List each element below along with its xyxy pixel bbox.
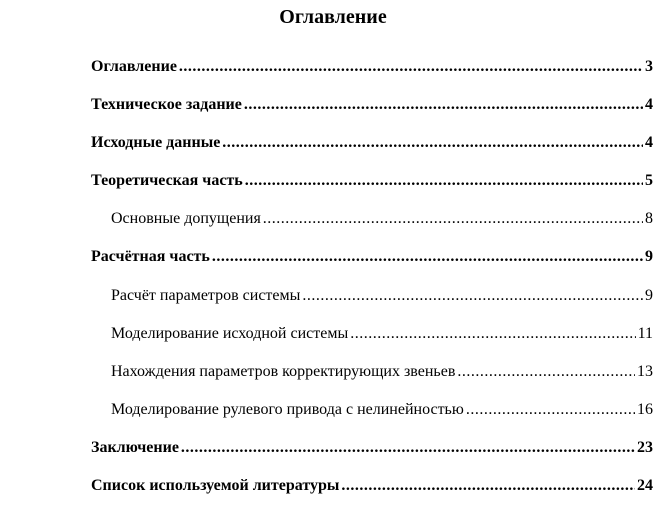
- toc-entry-title: Основные допущения: [111, 210, 261, 227]
- toc-entry[interactable]: [91, 400, 653, 420]
- toc-entry-title: Исходные данные: [91, 134, 221, 151]
- toc-entry-page-number: 3: [645, 58, 653, 75]
- dot-leader: [179, 57, 643, 77]
- toc-entry[interactable]: [91, 324, 653, 344]
- dot-leader: [302, 286, 643, 306]
- dot-leader: [350, 324, 635, 344]
- dot-leader: [466, 400, 635, 420]
- toc-entry-page-number: 9: [645, 248, 653, 265]
- toc-entry[interactable]: [91, 209, 653, 229]
- toc-entry-title: Расчёт параметров системы: [111, 287, 301, 304]
- dot-leader: [341, 476, 635, 496]
- toc-entry[interactable]: [91, 57, 653, 77]
- toc-entry-page-number: 9: [645, 287, 653, 304]
- document-heading: Оглавление: [279, 6, 387, 28]
- toc-entry-title: Заключение: [91, 439, 179, 456]
- toc-entry[interactable]: [91, 476, 653, 496]
- toc-entry-title: Моделирование исходной системы: [111, 325, 349, 342]
- toc-entry-page-number: 5: [645, 172, 653, 189]
- toc-entry-title: Список используемой литературы: [91, 477, 340, 494]
- dot-leader: [263, 209, 643, 229]
- toc-entry[interactable]: [91, 95, 653, 115]
- toc-entry-page-number: 23: [637, 439, 653, 456]
- dot-leader: [457, 362, 635, 382]
- toc-entry[interactable]: [91, 133, 653, 153]
- dot-leader: [222, 133, 643, 153]
- toc-entry-title: Оглавление: [91, 58, 177, 75]
- dot-leader: [212, 247, 643, 267]
- toc-entry-page-number: 24: [637, 477, 653, 494]
- toc-entry-title: Расчётная часть: [91, 248, 210, 265]
- toc-entry-title: Техническое задание: [91, 96, 242, 113]
- toc-entry-page-number: 13: [637, 363, 653, 380]
- toc-entry-title: Нахождения параметров корректирующих звеньев: [111, 363, 456, 380]
- toc-entry[interactable]: [91, 362, 653, 382]
- toc-entry[interactable]: [91, 247, 653, 267]
- toc-entry-page-number: 4: [645, 96, 653, 113]
- toc-entry-page-number: 16: [637, 401, 653, 418]
- dot-leader: [181, 438, 635, 458]
- dot-leader: [245, 171, 643, 191]
- toc-entry-title: Теоретическая часть: [91, 172, 243, 189]
- toc-entry-page-number: 4: [645, 134, 653, 151]
- toc-entry-title: Моделирование рулевого привода с нелинейностью: [111, 401, 464, 418]
- toc-entry[interactable]: [91, 286, 653, 306]
- toc-entry[interactable]: [91, 171, 653, 191]
- toc-entry[interactable]: [91, 438, 653, 458]
- toc-entry-page-number: 8: [645, 210, 653, 227]
- toc-entry-page-number: 11: [637, 325, 653, 342]
- dot-leader: [244, 95, 643, 115]
